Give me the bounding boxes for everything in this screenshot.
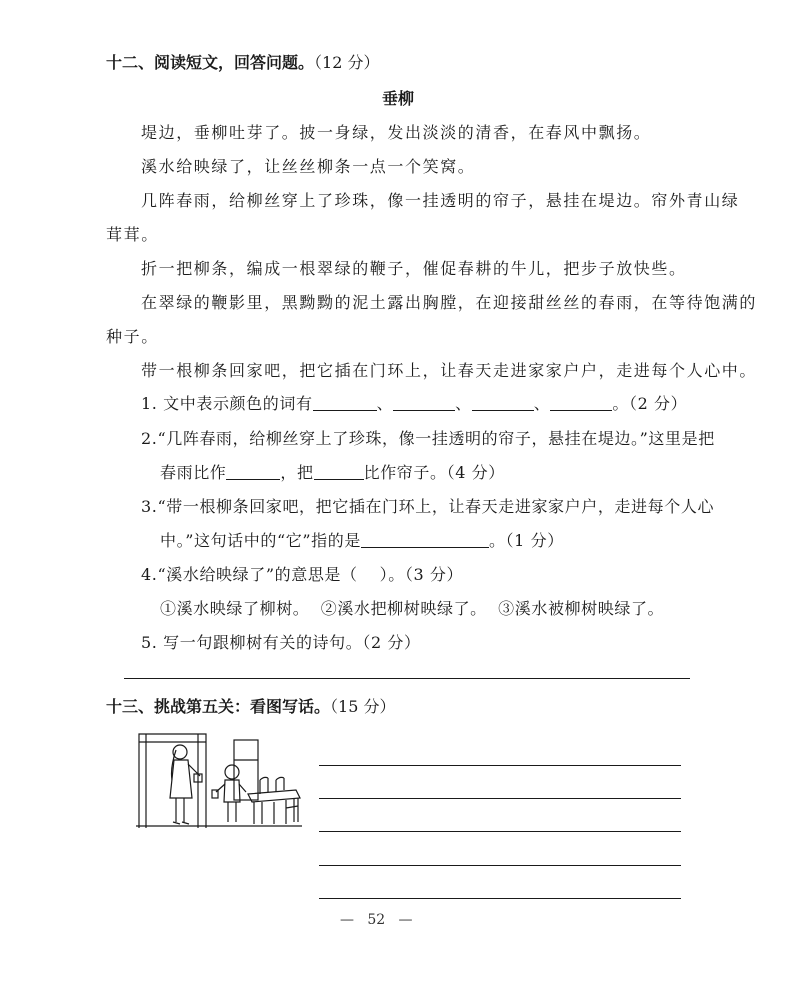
passage-paragraph-1: 堤边，垂柳吐芽了。披一身绿，发出淡淡的清香，在春风中飘扬。	[141, 123, 652, 142]
question-4-part-b: ）。（3 分）	[379, 565, 464, 584]
question-2-part-c: 比作帘子。（4 分）	[363, 463, 505, 482]
question-2-line-2	[160, 460, 505, 483]
question-4-part-a: 4.“溪水给映绿了”的意思是（	[141, 565, 358, 584]
scene-illustration	[136, 728, 302, 832]
page-number: — 52 —	[340, 912, 413, 928]
answer-blank-1a[interactable]	[313, 409, 377, 411]
question-1-sep-3: 、	[533, 394, 551, 413]
passage-paragraph-3: 几阵春雨，给柳丝穿上了珍珠，像一挂透明的帘子，悬挂在堤边。帘外青山绿	[141, 191, 740, 210]
passage-paragraph-4: 折一把柳条，编成一根翠绿的鞭子，催促春耕的牛儿，把步子放快些。	[141, 259, 687, 278]
question-1	[141, 391, 687, 414]
door-frame	[139, 734, 206, 828]
question-1-end: 。（2 分）	[612, 394, 688, 413]
question-1-sep-2: 、	[455, 394, 472, 413]
section-13-score: （15 分）	[330, 697, 396, 716]
passage-paragraph-5-cont: 种子。	[106, 327, 159, 346]
section-12-heading-text: 十二、阅读短文，回答问题。	[106, 53, 315, 72]
question-4-options: ①溪水映绿了柳树。 ②溪水把柳树映绿了。 ③溪水被柳树映绿了。	[160, 599, 665, 618]
question-5: 5. 写一句跟柳树有关的诗句。（2 分）	[141, 633, 421, 652]
answer-blank-1d[interactable]	[550, 409, 612, 411]
section-12-heading	[106, 50, 379, 73]
answer-line-5[interactable]	[124, 678, 690, 679]
question-1-sep-1: 、	[376, 394, 394, 413]
fridge	[234, 740, 258, 800]
passage-paragraph-6: 带一根柳条回家吧，把它插在门环上，让春天走进家家户户，走进每个人心中。	[141, 361, 758, 380]
answer-blank-1b[interactable]	[393, 409, 455, 411]
answer-blank-2b[interactable]	[314, 478, 364, 480]
section-13-heading-text: 十三、挑战第五关：看图写话。	[106, 697, 331, 716]
question-1-text: 1. 文中表示颜色的词有	[141, 394, 313, 413]
passage-paragraph-5: 在翠绿的鞭影里，黑黝黝的泥土露出胸膛，在迎接甜丝丝的春雨，在等待饱满的	[141, 293, 758, 312]
passage-paragraph-3-cont: 茸茸。	[106, 225, 159, 244]
writing-line-5[interactable]	[319, 898, 681, 899]
question-3-line-2	[160, 528, 564, 551]
question-2-line-1: 2.“几阵春雨，给柳丝穿上了珍珠，像一挂透明的帘子，悬挂在堤边。”这里是把	[141, 429, 715, 448]
writing-line-1[interactable]	[319, 765, 681, 766]
question-3-line-1: 3.“带一根柳条回家吧，把它插在门环上，让春天走进家家户户，走进每个人心	[141, 497, 715, 516]
question-2-part-a: 春雨比作	[160, 463, 227, 482]
question-3-end: 。（1 分）	[488, 531, 564, 550]
answer-blank-3[interactable]	[361, 546, 489, 548]
passage-paragraph-2: 溪水给映绿了，让丝丝柳条一点一个笑窝。	[141, 157, 476, 176]
question-3-part-a: 中。”这句话中的“它”指的是	[160, 531, 361, 550]
answer-blank-2a[interactable]	[226, 478, 280, 480]
answer-blank-1c[interactable]	[472, 409, 534, 411]
scene-drawing	[136, 728, 302, 832]
writing-line-3[interactable]	[319, 831, 681, 832]
question-4	[141, 562, 463, 585]
writing-line-4[interactable]	[319, 865, 681, 866]
question-2-part-b: ，把	[280, 463, 314, 482]
writing-line-2[interactable]	[319, 798, 681, 799]
child-figure	[225, 765, 239, 779]
passage-title: 垂柳	[382, 89, 415, 108]
section-13-heading	[106, 694, 395, 717]
section-12-score: （12 分）	[314, 53, 380, 72]
